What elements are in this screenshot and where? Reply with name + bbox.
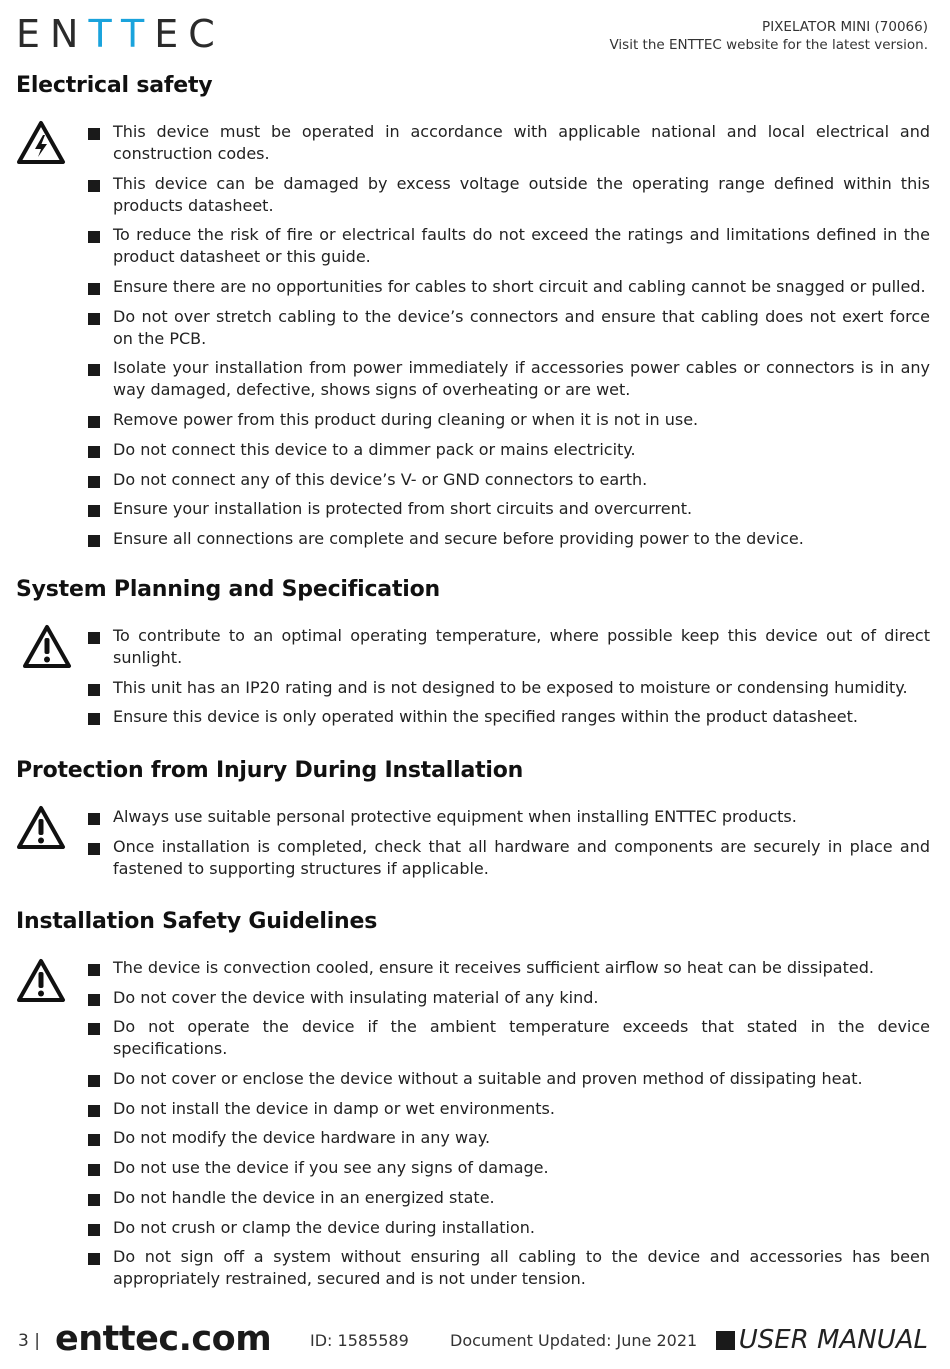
- product-name: PIXELATOR MINI (70066): [762, 19, 928, 35]
- list-item: Always use suitable personal protective equipment when installing ENTTEC products.: [88, 806, 930, 828]
- list-item: Once installation is completed, check that all hardware and components are securely in place and fastened to supporting structures if applicable.: [88, 836, 930, 880]
- system-planning-list: [88, 625, 930, 736]
- section-title: Installation Safety Guidelines: [16, 909, 378, 934]
- list-item: Remove power from this product during cleaning or when it is not in use.: [88, 409, 930, 431]
- list-item: Ensure all connections are complete and secure before providing power to the device.: [88, 528, 930, 550]
- page-footer: [0, 1316, 950, 1366]
- warning-icon: [16, 805, 66, 851]
- installation-safety-list: [88, 957, 930, 1298]
- document-updated: Document Updated: June 2021: [450, 1331, 698, 1350]
- list-item: This device can be damaged by excess voltage outside the operating range defined within this products datasheet.: [88, 173, 930, 217]
- square-icon: [716, 1331, 735, 1350]
- list-item: To reduce the risk of fire or electrical faults do not exceed the ratings and limitations defined in the product datasheet or this guide.: [88, 224, 930, 268]
- list-item: This device must be operated in accordance with applicable national and local electrical and construction codes.: [88, 121, 930, 165]
- electrical-hazard-icon: [16, 120, 66, 166]
- list-item: Do not use the device if you see any signs of damage.: [88, 1157, 930, 1179]
- list-item: The device is convection cooled, ensure it receives sufficient airflow so heat can be dissipated.: [88, 957, 930, 979]
- list-item: Do not modify the device hardware in any way.: [88, 1127, 930, 1149]
- list-item: To contribute to an optimal operating temperature, where possible keep this device out of direct sunlight.: [88, 625, 930, 669]
- electrical-safety-list: [88, 121, 930, 558]
- list-item: Do not install the device in damp or wet environments.: [88, 1098, 930, 1120]
- document-id: ID: 1585589: [310, 1331, 409, 1350]
- section-title: Electrical safety: [16, 73, 213, 98]
- logo-text-end: EC: [154, 12, 225, 56]
- section-electrical-safety: [16, 72, 930, 100]
- version-note: Visit the ENTTEC website for the latest version.: [609, 37, 928, 53]
- list-item: Do not handle the device in an energized state.: [88, 1187, 930, 1209]
- list-item: Do not crush or clamp the device during installation.: [88, 1217, 930, 1239]
- section-system-planning: [16, 576, 930, 604]
- user-manual-label: [716, 1325, 928, 1355]
- logo-text-accent: TT: [88, 12, 155, 56]
- logo-text-start: EN: [16, 12, 89, 56]
- list-item: Do not sign off a system without ensuring all cabling to the device and accessories has been appropriately restrained, secured and is not under tension.: [88, 1246, 930, 1290]
- page-number: 3 |: [18, 1331, 40, 1351]
- list-item: Do not operate the device if the ambient temperature exceeds that stated in the device specifications.: [88, 1016, 930, 1060]
- section-installation-safety: [16, 908, 930, 936]
- website-link[interactable]: enttec.com: [55, 1319, 272, 1359]
- list-item: Do not cover or enclose the device without a suitable and proven method of dissipating heat.: [88, 1068, 930, 1090]
- list-item: Do not cover the device with insulating material of any kind.: [88, 987, 930, 1009]
- list-item: Do not connect any of this device’s V- or GND connectors to earth.: [88, 469, 930, 491]
- list-item: This unit has an IP20 rating and is not designed to be exposed to moisture or condensing humidity.: [88, 677, 930, 699]
- list-item: Isolate your installation from power immediately if accessories power cables or connectors is in any way damaged, defective, shows signs of overheating or are wet.: [88, 357, 930, 401]
- section-title: System Planning and Specification: [16, 577, 440, 602]
- section-injury-protection: [16, 757, 930, 785]
- manual-label-text: USER MANUAL: [738, 1325, 928, 1355]
- enttec-logo: [16, 14, 225, 54]
- list-item: Ensure your installation is protected from short circuits and overcurrent.: [88, 498, 930, 520]
- list-item: Do not over stretch cabling to the device’s connectors and ensure that cabling does not exert force on the PCB.: [88, 306, 930, 350]
- section-title: Protection from Injury During Installation: [16, 758, 524, 783]
- list-item: Ensure there are no opportunities for cables to short circuit and cabling cannot be snagged or pulled.: [88, 276, 930, 298]
- header-info: [609, 18, 928, 54]
- list-item: Ensure this device is only operated within the specified ranges within the product datasheet.: [88, 706, 930, 728]
- warning-icon: [16, 958, 66, 1004]
- list-item: Do not connect this device to a dimmer pack or mains electricity.: [88, 439, 930, 461]
- warning-icon: [22, 624, 72, 670]
- injury-protection-list: [88, 806, 930, 887]
